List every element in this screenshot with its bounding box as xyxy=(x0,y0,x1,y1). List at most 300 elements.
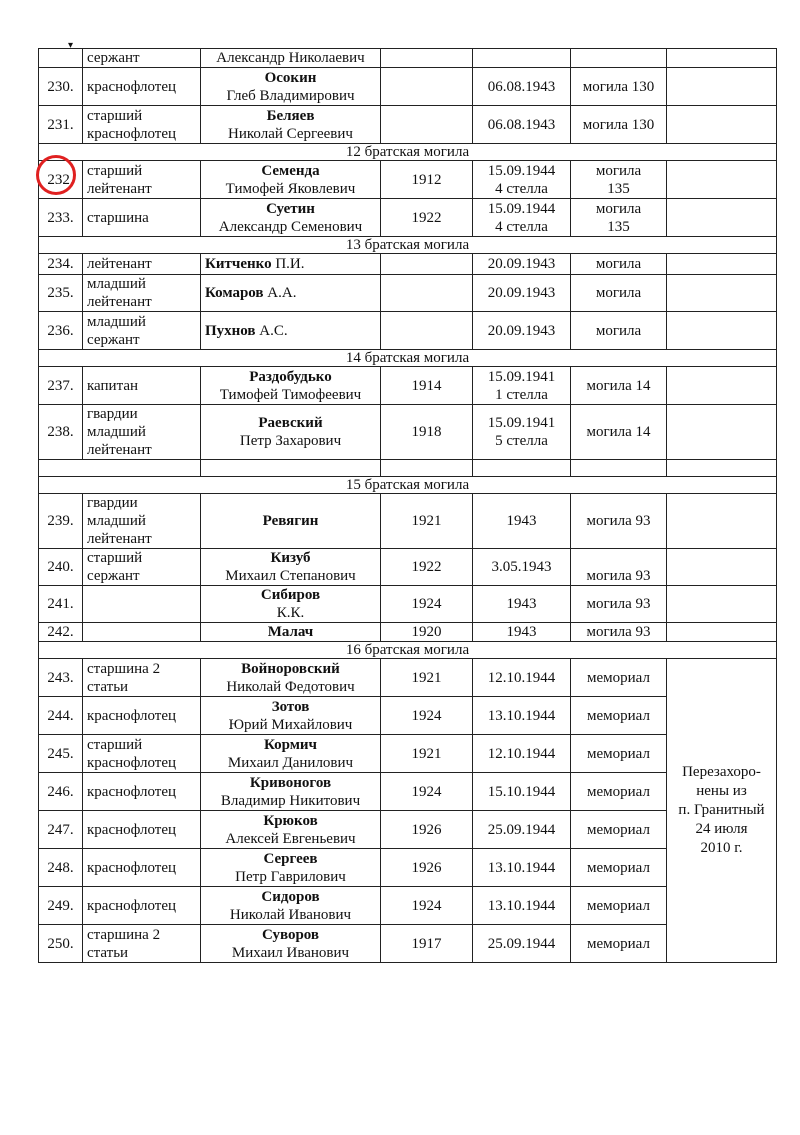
name-cell xyxy=(201,106,381,144)
given-names: Николай Сергеевич xyxy=(228,125,353,142)
rank-cell xyxy=(83,659,201,697)
burial-line: 135 xyxy=(607,218,630,235)
birth-year: 1918 xyxy=(381,405,473,460)
birth-year: 1924 xyxy=(381,697,473,735)
rank-line: старший xyxy=(87,162,143,179)
death-date xyxy=(473,68,571,106)
given-names: Михаил Иванович xyxy=(231,944,350,961)
section-title: 12 братская могила xyxy=(39,144,777,161)
rank-line: краснофлотец xyxy=(87,897,177,914)
given-names: Петр Гаврилович xyxy=(235,868,346,885)
rank-cell xyxy=(83,405,201,460)
death-date xyxy=(473,887,571,925)
reburial-note-line: 2010 г. xyxy=(700,840,743,856)
birth-year: 1926 xyxy=(381,849,473,887)
burial-place xyxy=(571,199,667,237)
rank-cell xyxy=(83,849,201,887)
surname: Китченко xyxy=(205,256,272,272)
date-line: 12.10.1944 xyxy=(487,669,556,686)
date-line: 3.05.1943 xyxy=(491,559,552,575)
death-date xyxy=(473,275,571,312)
burial-line: мемориал xyxy=(587,897,650,914)
date-line: 13.10.1944 xyxy=(487,897,556,914)
reburial-note-line: Перезахоро- xyxy=(682,764,761,780)
reburial-note xyxy=(667,659,777,963)
burial-line: мемориал xyxy=(587,783,650,800)
burial-place xyxy=(571,106,667,144)
section-title: 13 братская могила xyxy=(39,237,777,254)
burial-place xyxy=(571,887,667,925)
burial-line: могила 93 xyxy=(586,568,651,584)
name-cell xyxy=(201,254,381,275)
rank-line: гвардии xyxy=(87,495,138,511)
birth-year: 1926 xyxy=(381,811,473,849)
rank-cell xyxy=(83,586,201,623)
date-line: 1 стелла xyxy=(495,386,548,403)
rank-cell xyxy=(83,49,201,68)
rank-line: краснофлотец xyxy=(87,754,177,771)
burial-line: мемориал xyxy=(587,859,650,876)
burial-place xyxy=(571,254,667,275)
surname: Ревягин xyxy=(262,513,319,529)
death-date xyxy=(473,106,571,144)
entry-number: 242. xyxy=(39,623,83,642)
birth-year: 1924 xyxy=(381,586,473,623)
death-date xyxy=(473,312,571,350)
burial-line: могила 93 xyxy=(586,596,651,612)
death-date xyxy=(473,367,571,405)
given-names: Юрий Михайлович xyxy=(228,716,353,733)
death-date xyxy=(473,199,571,237)
table-row xyxy=(39,49,777,68)
rank-line: старшина xyxy=(87,209,149,226)
death-date xyxy=(473,735,571,773)
date-line: 15.09.1944 xyxy=(487,162,556,179)
given-names: Алексей Евгеньевич xyxy=(225,830,356,847)
burial-place xyxy=(571,494,667,549)
blank-cell xyxy=(571,460,667,477)
table-row xyxy=(39,275,777,312)
surname: Малач xyxy=(267,624,314,640)
death-date xyxy=(473,405,571,460)
rank-line: краснофлотец xyxy=(87,821,177,838)
section-header-row xyxy=(39,642,777,659)
date-line: 15.09.1941 xyxy=(487,415,556,431)
surname: Семенда xyxy=(261,162,320,179)
burial-place xyxy=(571,623,667,642)
rank-line: младший xyxy=(87,276,146,292)
burial-place xyxy=(571,275,667,312)
entry-number: 243. xyxy=(39,659,83,697)
name-cell xyxy=(201,549,381,586)
burial-line: могила xyxy=(595,322,642,339)
rank-cell xyxy=(83,494,201,549)
name-cell xyxy=(201,697,381,735)
birth-year: 1921 xyxy=(381,659,473,697)
table-row xyxy=(39,199,777,237)
remarks-cell xyxy=(667,623,777,642)
rank-cell xyxy=(83,367,201,405)
given-names: Александр Николаевич xyxy=(216,50,365,66)
death-date xyxy=(473,925,571,963)
rank-line: лейтенант xyxy=(87,180,152,197)
date-line: 1943 xyxy=(506,624,537,640)
table-row xyxy=(39,106,777,144)
entry-number: 232. xyxy=(39,161,83,199)
rank-cell xyxy=(83,925,201,963)
burial-line: мемориал xyxy=(587,707,650,724)
entry-number: 238. xyxy=(39,405,83,460)
rank-cell xyxy=(83,254,201,275)
date-line: 5 стелла xyxy=(495,433,548,449)
rank-cell xyxy=(83,68,201,106)
rank-cell xyxy=(83,623,201,642)
table-row xyxy=(39,697,777,735)
rank-cell xyxy=(83,161,201,199)
table-row xyxy=(39,494,777,549)
entry-number: 234. xyxy=(39,254,83,275)
name-cell xyxy=(201,887,381,925)
entry-number: 230. xyxy=(39,68,83,106)
surname: Сидоров xyxy=(261,888,320,905)
section-title: 16 братская могила xyxy=(39,642,777,659)
birth-year xyxy=(381,254,473,275)
table-row xyxy=(39,367,777,405)
name-cell xyxy=(201,586,381,623)
birth-year: 1922 xyxy=(381,549,473,586)
burial-line: могила 130 xyxy=(582,116,655,133)
rank-line: сержант xyxy=(87,568,140,584)
birth-year: 1924 xyxy=(381,773,473,811)
burial-line: могила xyxy=(595,200,642,217)
death-date xyxy=(473,254,571,275)
given-names: Тимофей Тимофеевич xyxy=(219,386,362,403)
burial-place xyxy=(571,735,667,773)
death-date xyxy=(473,549,571,586)
given-names: Николай Иванович xyxy=(229,906,352,923)
section-title: 15 братская могила xyxy=(39,477,777,494)
birth-year xyxy=(381,275,473,312)
burial-place xyxy=(571,549,667,586)
rank-line: лейтенант xyxy=(87,294,152,310)
table-row xyxy=(39,849,777,887)
birth-year xyxy=(381,312,473,350)
rank-cell xyxy=(83,735,201,773)
given-names: Петр Захарович xyxy=(239,433,342,449)
entry-number: 233. xyxy=(39,199,83,237)
name-cell xyxy=(201,367,381,405)
burial-place xyxy=(571,586,667,623)
date-line: 12.10.1944 xyxy=(487,745,556,762)
surname: Сибиров xyxy=(260,587,321,603)
blank-cell xyxy=(201,460,381,477)
rank-line: гвардии xyxy=(87,406,138,422)
burial-line: могила xyxy=(595,162,642,179)
entry-number: 246. xyxy=(39,773,83,811)
surname: Зотов xyxy=(271,698,310,715)
burial-place xyxy=(571,49,667,68)
burial-line: могила 93 xyxy=(586,513,651,529)
birth-year: 1912 xyxy=(381,161,473,199)
table-row xyxy=(39,773,777,811)
rank-cell xyxy=(83,811,201,849)
section-title: 14 братская могила xyxy=(39,350,777,367)
rank-line: младший xyxy=(87,424,146,440)
surname: Осокин xyxy=(264,69,317,86)
scan-mark: ▾ xyxy=(68,40,74,51)
birth-year: 1921 xyxy=(381,735,473,773)
table-row xyxy=(39,659,777,697)
remarks-cell xyxy=(667,106,777,144)
given-names: Глеб Владимирович xyxy=(226,87,355,104)
name-cell xyxy=(201,68,381,106)
table-row xyxy=(39,405,777,460)
death-date xyxy=(473,49,571,68)
burial-place xyxy=(571,405,667,460)
section-header-row xyxy=(39,144,777,161)
death-date xyxy=(473,811,571,849)
surname: Суворов xyxy=(261,926,320,943)
burial-place xyxy=(571,68,667,106)
rank-line: младший xyxy=(87,513,146,529)
given-names: Владимир Никитович xyxy=(220,792,361,809)
table-row xyxy=(39,549,777,586)
highlight-circle xyxy=(36,155,76,195)
burial-place xyxy=(571,811,667,849)
entry-number: 235. xyxy=(39,275,83,312)
blank-cell xyxy=(473,460,571,477)
given-names: К.К. xyxy=(276,605,305,621)
remarks-cell xyxy=(667,199,777,237)
death-date xyxy=(473,623,571,642)
blank-cell xyxy=(667,460,777,477)
remarks-cell xyxy=(667,49,777,68)
table-row xyxy=(39,161,777,199)
rank-line: младший xyxy=(87,313,146,330)
rank-line: старшина 2 xyxy=(87,926,161,943)
name-cell xyxy=(201,312,381,350)
name-cell xyxy=(201,494,381,549)
surname: Пухнов xyxy=(205,322,256,339)
date-line: 20.09.1943 xyxy=(487,256,556,272)
death-date xyxy=(473,494,571,549)
given-names: Николай Федотович xyxy=(226,678,355,695)
name-cell xyxy=(201,811,381,849)
rank-cell xyxy=(83,773,201,811)
table-row xyxy=(39,586,777,623)
blank-cell xyxy=(39,460,201,477)
table-row xyxy=(39,735,777,773)
entry-number: 245. xyxy=(39,735,83,773)
burial-line: могила 93 xyxy=(586,624,651,640)
date-line: 25.09.1944 xyxy=(487,821,556,838)
burial-line: могила xyxy=(595,285,642,301)
burial-line: мемориал xyxy=(587,745,650,762)
death-date xyxy=(473,659,571,697)
birth-year: 1922 xyxy=(381,199,473,237)
entry-number: 247. xyxy=(39,811,83,849)
section-header-row xyxy=(39,350,777,367)
birth-year: 1920 xyxy=(381,623,473,642)
table-row xyxy=(39,312,777,350)
burial-place xyxy=(571,312,667,350)
rank-line: старший xyxy=(87,550,143,566)
name-cell xyxy=(201,849,381,887)
burial-place xyxy=(571,925,667,963)
rank-line: сержант xyxy=(87,331,140,348)
rank-line: статьи xyxy=(87,944,129,961)
remarks-cell xyxy=(667,367,777,405)
rank-cell xyxy=(83,106,201,144)
rank-line: статьи xyxy=(87,678,129,695)
reburial-note-line: 24 июля xyxy=(695,821,748,837)
entry-number: 249. xyxy=(39,887,83,925)
birth-year xyxy=(381,49,473,68)
initials: П.И. xyxy=(271,256,305,272)
name-cell xyxy=(201,275,381,312)
date-line: 06.08.1943 xyxy=(487,116,556,133)
rank-line: капитан xyxy=(87,377,138,394)
name-cell xyxy=(201,405,381,460)
date-line: 4 стелла xyxy=(495,180,548,197)
name-cell xyxy=(201,773,381,811)
table-row xyxy=(39,68,777,106)
entry-number: 240. xyxy=(39,549,83,586)
given-names: Михаил Данилович xyxy=(227,754,354,771)
date-line: 15.09.1941 xyxy=(487,368,556,385)
table-row xyxy=(39,623,777,642)
death-date xyxy=(473,697,571,735)
burial-line: могила 14 xyxy=(586,377,651,394)
surname: Войнoровский xyxy=(241,660,340,677)
remarks-cell xyxy=(667,549,777,586)
rank-line: старший xyxy=(87,107,143,124)
burial-place xyxy=(571,849,667,887)
rank-cell xyxy=(83,549,201,586)
date-line: 25.09.1944 xyxy=(487,935,556,952)
initials: А.А. xyxy=(263,285,297,301)
burial-place xyxy=(571,161,667,199)
rank-line: старшина 2 xyxy=(87,660,161,677)
entry-number: 236. xyxy=(39,312,83,350)
rank-cell xyxy=(83,697,201,735)
blank-cell xyxy=(381,460,473,477)
entry-number: 244. xyxy=(39,697,83,735)
date-line: 15.09.1944 xyxy=(487,200,556,217)
remarks-cell xyxy=(667,312,777,350)
burial-place xyxy=(571,697,667,735)
birth-year xyxy=(381,106,473,144)
burial-line: 135 xyxy=(607,180,630,197)
entry-number: 237. xyxy=(39,367,83,405)
date-line: 1943 xyxy=(506,513,537,529)
entry-number: 248. xyxy=(39,849,83,887)
rank-line: лейтенант xyxy=(87,531,152,547)
table-row xyxy=(39,811,777,849)
name-cell xyxy=(201,735,381,773)
rank-line: лейтенант xyxy=(87,442,152,458)
given-names: Тимофей Яковлевич xyxy=(225,180,356,197)
surname: Комаров xyxy=(205,285,264,301)
reburial-note-line: нены из xyxy=(696,783,747,799)
name-cell xyxy=(201,659,381,697)
burial-line: мемориал xyxy=(587,821,650,838)
table-row xyxy=(39,254,777,275)
rank-line: краснофлотец xyxy=(87,859,177,876)
surname: Кизуб xyxy=(270,550,311,566)
surname: Сергеев xyxy=(263,850,318,867)
entry-number xyxy=(39,49,83,68)
death-date xyxy=(473,586,571,623)
surname: Кривоногов xyxy=(249,774,332,791)
surname: Крюков xyxy=(263,812,318,829)
birth-year xyxy=(381,68,473,106)
surname: Суетин xyxy=(266,200,315,217)
remarks-cell xyxy=(667,494,777,549)
burial-line: мемориал xyxy=(587,669,650,686)
given-names: Александр Семенович xyxy=(218,218,363,235)
rank-cell xyxy=(83,887,201,925)
entry-number: 250. xyxy=(39,925,83,963)
surname: Кормич xyxy=(263,736,318,753)
burial-place xyxy=(571,659,667,697)
blank-row xyxy=(39,460,777,477)
given-names: Михаил Степанович xyxy=(225,568,356,584)
entry-number: 239. xyxy=(39,494,83,549)
name-cell xyxy=(201,199,381,237)
rank-cell xyxy=(83,199,201,237)
table-row xyxy=(39,887,777,925)
rank-line: краснофлотец xyxy=(87,707,177,724)
death-date xyxy=(473,773,571,811)
surname: Беляев xyxy=(266,107,315,124)
remarks-cell xyxy=(667,405,777,460)
rank-line: сержант xyxy=(87,50,140,66)
date-line: 15.10.1944 xyxy=(487,783,556,800)
name-cell xyxy=(201,49,381,68)
name-cell xyxy=(201,925,381,963)
remarks-cell xyxy=(667,275,777,312)
date-line: 20.09.1943 xyxy=(487,322,556,339)
death-date xyxy=(473,161,571,199)
burial-line: мемориал xyxy=(587,935,650,952)
section-header-row xyxy=(39,477,777,494)
remarks-cell xyxy=(667,254,777,275)
reburial-note-line: п. Гранитный xyxy=(678,802,765,818)
burial-register-table xyxy=(38,48,776,963)
rank-line: краснофлотец xyxy=(87,78,177,95)
birth-year: 1921 xyxy=(381,494,473,549)
remarks-cell xyxy=(667,161,777,199)
burial-line: могила 14 xyxy=(586,424,651,440)
surname: Раздобудько xyxy=(249,368,332,385)
date-line: 13.10.1944 xyxy=(487,859,556,876)
date-line: 1943 xyxy=(506,596,537,612)
name-cell xyxy=(201,623,381,642)
remarks-cell xyxy=(667,586,777,623)
remarks-cell xyxy=(667,68,777,106)
rank-line: лейтенант xyxy=(87,256,152,272)
entry-number: 231. xyxy=(39,106,83,144)
burial-place xyxy=(571,773,667,811)
burial-line: могила xyxy=(595,256,642,272)
birth-year: 1924 xyxy=(381,887,473,925)
date-line: 4 стелла xyxy=(495,218,548,235)
rank-cell xyxy=(83,275,201,312)
initials: А.С. xyxy=(255,322,288,339)
death-date xyxy=(473,849,571,887)
birth-year: 1914 xyxy=(381,367,473,405)
